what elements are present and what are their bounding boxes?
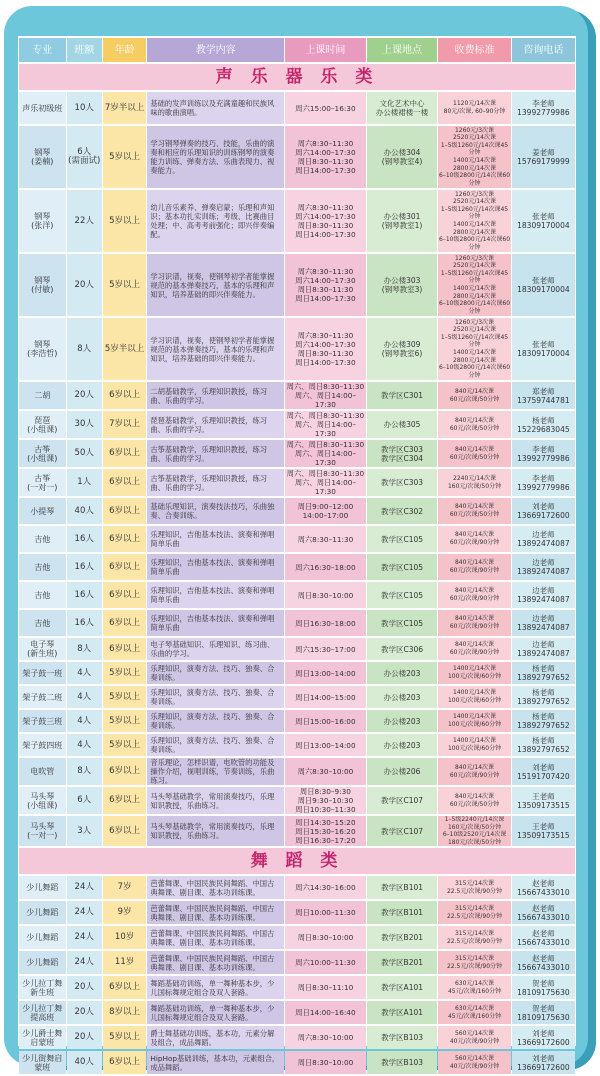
cell-content: 古筝基础教学，乐理知识教授，练习曲、乐曲的学习。 <box>147 469 284 496</box>
table-row <box>19 662 575 684</box>
header-time: 上课时间 <box>285 38 366 62</box>
cell-age: 6岁以上 <box>103 976 147 999</box>
cell-content: 马头琴基础教学，常用演奏技巧，乐理知识教授，乐曲练习。 <box>147 816 284 846</box>
cell-location: 教学区B103 <box>367 1026 437 1049</box>
cell-age: 5岁以上 <box>103 662 147 684</box>
cell-age: 5岁半以上 <box>103 318 147 380</box>
cell-location: 教学区B201 <box>367 951 437 974</box>
cell-major: 吉他 <box>19 582 66 608</box>
cell-phone: 张老师 18309170004 <box>512 254 575 316</box>
header-age: 年龄 <box>103 38 147 62</box>
cell-age: 6岁以上 <box>103 816 147 846</box>
cell-fee: 630元/14次课 45元/次课/160分钟 <box>438 1001 511 1024</box>
cell-fee: 1400元/14次课 100元/次课/60分钟 <box>438 734 511 756</box>
section-title-row <box>19 64 575 90</box>
table-row <box>19 1026 575 1049</box>
cell-fee: 560元/14次课 40元/次课/90分钟 <box>438 1051 511 1074</box>
cell-age: 6岁以上 <box>103 469 147 496</box>
table-row <box>19 758 575 785</box>
cell-fee: 840元/14次课 60元/次课/90分钟 <box>438 526 511 552</box>
header-class-size: 班额 <box>67 38 102 62</box>
cell-phone: 贺老师 18109175630 <box>512 1001 575 1024</box>
cell-age: 6岁以上 <box>103 554 147 580</box>
cell-phone: 刘老师 15191707420 <box>512 758 575 785</box>
cell-location: 办公楼206 <box>367 758 437 785</box>
cell-location: 办公楼305 <box>367 411 437 438</box>
cell-phone: 赵老师 15667433010 <box>512 901 575 924</box>
cell-content: 二胡基础教学，乐理知识教授，练习曲、乐曲的学习。 <box>147 382 284 409</box>
cell-age: 5岁以上 <box>103 734 147 756</box>
cell-age: 6岁以上 <box>103 440 147 467</box>
cell-age: 5岁以上 <box>103 1026 147 1049</box>
cell-class-size: 6人 (需面试) <box>67 126 102 188</box>
cell-time: 周六15:00–16:30 <box>285 92 366 124</box>
cell-fee: 315元/14次课 22.5元/次课/90分钟 <box>438 901 511 924</box>
cell-time: 周日15:00–16:00 <box>285 710 366 732</box>
cell-location: 教学区C306 <box>367 638 437 660</box>
cell-time: 周六8:30–11:30 <box>285 526 366 552</box>
cell-fee: 840元/14次课 60元/次课/90分钟 <box>438 758 511 785</box>
cell-content: 琵琶基础教学，乐理知识教授，练习曲、乐曲的学习。 <box>147 411 284 438</box>
cell-phone: 张老师 18309170004 <box>512 190 575 252</box>
cell-class-size: 22人 <box>67 190 102 252</box>
table-row <box>19 876 575 899</box>
table-row <box>19 610 575 636</box>
cell-content: 马头琴基础教学，常用演奏技巧，乐理知识教授，乐曲练习。 <box>147 787 284 814</box>
cell-time: 周日14:00–15:00 <box>285 686 366 708</box>
cell-content: 学习识谱，视奏，使钢琴初学者能掌握规范的基本弹奏技巧，基本的乐理和声知识，培养基础的即兴伴奏能力。 <box>147 254 284 316</box>
table-row <box>19 1001 575 1024</box>
table-row <box>19 440 575 467</box>
cell-fee: 840元/14次课 60元/次课/50分钟 <box>438 787 511 814</box>
header-phone: 咨询电话 <box>512 38 575 62</box>
cell-fee: 630元/14次课 45元/次课/160分钟 <box>438 976 511 999</box>
cell-class-size: 4人 <box>67 662 102 684</box>
cell-age: 6岁以上 <box>103 582 147 608</box>
cell-major: 声乐初级班 <box>19 92 66 124</box>
cell-content: 乐理知识，演奏方法、技巧、独奏、合奏训练。 <box>147 710 284 732</box>
header-fee: 收费标准 <box>438 38 511 62</box>
table-row <box>19 92 575 124</box>
cell-location: 办公楼203 <box>367 710 437 732</box>
cell-phone: 王老师 13509173515 <box>512 816 575 846</box>
cell-class-size: 20人 <box>67 976 102 999</box>
cell-content: 爵士舞基础功训练，基本功，元素分解及组合，成品舞蹈。 <box>147 1026 284 1049</box>
cell-phone: 李老师 13992779986 <box>512 469 575 496</box>
table-row <box>19 554 575 580</box>
cell-content: 乐理知识，吉他基本技法、演奏和弹唱简单乐曲 <box>147 610 284 636</box>
table-row <box>19 926 575 949</box>
section-title: 声 乐 器 乐 类 <box>19 64 575 90</box>
schedule-card <box>18 36 576 1072</box>
cell-location: 办公楼303 (钢琴教室3) <box>367 254 437 316</box>
cell-class-size: 10人 <box>67 92 102 124</box>
cell-location: 办公楼203 <box>367 734 437 756</box>
cell-time: 周六、周日8:30–11:30 周六、周日14:00–17:30 <box>286 411 365 438</box>
cell-content: 乐理知识，吉他基本技法、演奏和弹唱简单乐曲 <box>147 554 284 580</box>
cell-age: 9岁 <box>103 901 147 924</box>
cell-content: 电子琴基础知识、乐理知识、练习曲、乐曲的学习。 <box>147 638 284 660</box>
cell-phone: 刘老师 13669172600 <box>512 498 575 524</box>
cell-phone: 边老师 13892474087 <box>512 582 575 608</box>
cell-major: 古筝 (小组课) <box>19 440 66 467</box>
cell-time: 周六16:30–18:00 <box>285 554 366 580</box>
cell-class-size: 6人 <box>67 787 102 814</box>
cell-time: 周日10:00–11:30 <box>285 901 366 924</box>
table-row <box>19 686 575 708</box>
cell-time: 周六、周日8:30–11:30 周六、周日14:00–17:30 <box>286 469 365 496</box>
cell-phone: 刘老师 13669172600 <box>512 1026 575 1049</box>
cell-class-size: 20人 <box>67 1001 102 1024</box>
cell-phone: 边老师 13892474087 <box>512 638 575 660</box>
cell-fee: 840元/14次课 60元/次课/90分钟 <box>438 638 511 660</box>
cell-age: 11岁 <box>103 951 147 974</box>
cell-phone: 杨老师 13892797652 <box>512 686 575 708</box>
cell-content: 芭蕾舞课、中国民族民间舞蹈、中国古典舞课、剧目课、基本功训练课。 <box>147 901 284 924</box>
cell-major: 古筝 (一对一) <box>19 469 66 496</box>
cell-content: 基础的发声训练以及充满童趣和民族风味的歌曲演唱。 <box>147 92 284 124</box>
cell-major: 吉他 <box>19 554 66 580</box>
cell-phone: 郑老师 13759744781 <box>512 382 575 409</box>
cell-content: 乐理知识，演奏方法、技巧、独奏、合奏训练。 <box>147 734 284 756</box>
cell-fee: 1400元/14次课 100元/次课/60分钟 <box>438 662 511 684</box>
table-row <box>19 787 575 814</box>
cell-fee: 1–5级2240元/14次课 160元/次课/50分钟 6–10级2520元/14次课 180元/次课/50分钟 <box>438 816 511 846</box>
cell-age: 7岁 <box>103 876 147 899</box>
cell-location: 教学区B201 <box>367 926 437 949</box>
course-table <box>18 36 576 1076</box>
cell-phone: 杨老师 13892797652 <box>512 662 575 684</box>
cell-class-size: 16人 <box>67 610 102 636</box>
cell-content: 基础乐理知识，演奏技法技巧，乐曲独奏、合奏训练。 <box>147 498 284 524</box>
cell-fee: 1260元/3次课 2520元/14次课 1–5级1260元/14次课45分钟 1400元/14次课 2800元/14次课 6–10级2800元/14次课60分钟 <box>439 318 511 379</box>
table-header-row <box>19 38 575 62</box>
cell-phone: 赵老师 15667433010 <box>512 876 575 899</box>
cell-fee: 840元/14次课 60元/次课/50分钟 <box>438 440 511 467</box>
cell-class-size: 8人 <box>67 758 102 785</box>
cell-fee: 315元/14次课 22.5元/次课/90分钟 <box>438 876 511 899</box>
header-location: 上课地点 <box>367 38 437 62</box>
cell-major: 少儿爵士舞启蒙班 <box>19 1026 66 1049</box>
cell-time: 周日9:00–12:00 14:00–17:00 <box>285 498 366 524</box>
section-title-row <box>19 848 575 874</box>
cell-content: 芭蕾舞课、中国民族民间舞蹈、中国古典舞课、剧目课、基本功训练课。 <box>147 951 284 974</box>
cell-location: 教学区A101 <box>367 976 437 999</box>
cell-major: 钢琴 (付敏) <box>19 254 66 316</box>
cell-class-size: 24人 <box>67 951 102 974</box>
table-row <box>19 382 575 409</box>
cell-location: 教学区C105 <box>367 610 437 636</box>
cell-age: 6岁以上 <box>103 638 147 660</box>
cell-location: 教学区B101 <box>367 901 437 924</box>
cell-fee: 840元/14次课 60元/次课/90分钟 <box>438 582 511 608</box>
cell-time: 周日13:00–14:00 <box>285 662 366 684</box>
cell-major: 少儿舞蹈 <box>19 876 66 899</box>
cell-phone: 边老师 13892474087 <box>512 610 575 636</box>
cell-location: 文化艺术中心 办公楼裙楼一楼 <box>367 92 437 124</box>
cell-time: 周日8:30–9:30 周日9:30–10:30 周日10:30–11:30 <box>285 787 366 814</box>
cell-age: 6岁以上 <box>103 610 147 636</box>
cell-class-size: 4人 <box>67 734 102 756</box>
table-row <box>19 526 575 552</box>
cell-time: 周六8:30–11:30 周六14:00–17:30 周日8:30–11:30 周日14:00–17:30 <box>285 190 366 252</box>
table-row <box>19 254 575 316</box>
cell-content: 学习钢琴弹奏的技巧、技能，乐曲的演奏和相应的乐理知识的训练钢琴的演奏能力训练、弹奏方法、乐曲表现力、视奏能力。 <box>147 126 284 188</box>
table-row <box>19 190 575 252</box>
table-row <box>19 126 575 188</box>
cell-major: 电吹管 <box>19 758 66 785</box>
cell-phone: 张老师 18309170004 <box>512 318 575 380</box>
table-row <box>19 582 575 608</box>
cell-location: 教学区B101 <box>367 876 437 899</box>
cell-fee: 1260元/3次课 2520元/14次课 1–5级1260元/14次课45分钟 1400元/14次课 2800元/14次课 6–10级2800元/14次课60分钟 <box>439 254 511 315</box>
cell-content: HipHop基础训练，基本功，元素组合，成品舞蹈。 <box>147 1051 284 1074</box>
cell-time: 周六10:00–11:30 <box>285 951 366 974</box>
cell-major: 架子鼓二班 <box>19 686 66 708</box>
cell-content: 古筝基础教学，乐理知识教授，练习曲、乐曲的学习。 <box>147 440 284 467</box>
cell-fee: 1400元/14次课 100元/次课/60分钟 <box>438 710 511 732</box>
cell-time: 周日8:30–10:00 <box>285 1051 366 1074</box>
cell-time: 周六8:30–11:30 周六14:00–17:30 周日8:30–11:30 周日14:00–17:30 <box>285 318 366 380</box>
cell-major: 架子鼓四班 <box>19 734 66 756</box>
cell-major: 吉他 <box>19 526 66 552</box>
cell-class-size: 40人 <box>67 1051 102 1074</box>
cell-class-size: 8人 <box>67 638 102 660</box>
cell-age: 5岁以上 <box>103 190 147 252</box>
cell-phone: 刘老师 13669172600 <box>512 1051 575 1074</box>
cell-time: 周六8:30–10:00 <box>285 1026 366 1049</box>
cell-time: 周日13:00–14:00 <box>285 734 366 756</box>
cell-time: 周日14:00–16:40 <box>285 1001 366 1024</box>
cell-location: 教学区C302 <box>367 498 437 524</box>
cell-phone: 贺老师 18109175630 <box>512 976 575 999</box>
cell-phone: 赵老师 15667433010 <box>512 951 575 974</box>
cell-time: 周六、周日8:30–11:30 周六、周日14:00–17:30 <box>286 382 365 409</box>
table-row <box>19 318 575 380</box>
cell-major: 少儿街舞启蒙班 <box>19 1051 66 1074</box>
cell-location: 教学区C303 <box>367 469 437 496</box>
cell-major: 架子鼓三班 <box>19 710 66 732</box>
cell-location: 教学区C303 教学区C304 <box>367 440 437 467</box>
cell-time: 周六8:30–11:30 周六14:00–17:30 周日8:30–11:30 周日14:00–17:30 <box>285 254 366 316</box>
cell-class-size: 20人 <box>67 254 102 316</box>
table-row <box>19 901 575 924</box>
cell-fee: 560元/14次课 40元/次课/90分钟 <box>438 1026 511 1049</box>
header-content: 教学内容 <box>147 38 284 62</box>
table-row <box>19 734 575 756</box>
cell-major: 钢琴 (张洋) <box>19 190 66 252</box>
cell-location: 教学区A101 <box>367 1001 437 1024</box>
cell-class-size: 16人 <box>67 582 102 608</box>
cell-major: 钢琴 (李浩哲) <box>19 318 66 380</box>
cell-fee: 840元/14次课 60元/次课/90分钟 <box>438 554 511 580</box>
cell-age: 5岁以上 <box>103 126 147 188</box>
cell-major: 少儿舞蹈 <box>19 926 66 949</box>
cell-class-size: 4人 <box>67 710 102 732</box>
cell-time: 周六15:30–17:00 <box>285 638 366 660</box>
cell-class-size: 16人 <box>67 554 102 580</box>
section-title: 舞 蹈 类 <box>19 848 575 874</box>
cell-content: 乐理知识，吉他基本技法、演奏和弹唱简单乐曲 <box>147 526 284 552</box>
table-row <box>19 638 575 660</box>
cell-major: 少儿舞蹈 <box>19 901 66 924</box>
cell-time: 周六、周日8:30–11:30 周六、周日14:00–17:30 <box>286 440 365 467</box>
cell-age: 5岁以上 <box>103 686 147 708</box>
cell-age: 7岁以上 <box>103 411 147 438</box>
cell-class-size: 3人 <box>67 816 102 846</box>
cell-class-size: 20人 <box>67 1026 102 1049</box>
cell-age: 7岁半以上 <box>103 92 147 124</box>
cell-major: 少儿拉丁舞新生班 <box>19 976 66 999</box>
cell-location: 教学区C301 <box>367 382 437 409</box>
cell-fee: 2240元/14次课 160元/次课/50分钟 <box>438 469 511 496</box>
cell-age: 10岁 <box>103 926 147 949</box>
cell-fee: 840元/14次课 60元/次课/50分钟 <box>438 498 511 524</box>
cell-age: 5岁以上 <box>103 710 147 732</box>
cell-class-size: 20人 <box>67 382 102 409</box>
cell-content: 舞蹈基础功训练，单一舞种基本步，少儿国标舞规定组合及双人套路。 <box>147 1001 284 1024</box>
table-body <box>19 64 575 1074</box>
table-row <box>19 816 575 846</box>
cell-time: 周日8:30–10:00 <box>285 926 366 949</box>
cell-location: 办公楼301 (钢琴教室1) <box>367 190 437 252</box>
cell-phone: 姜老师 15769179999 <box>512 126 575 188</box>
cell-location: 教学区C107 <box>367 816 437 846</box>
cell-time: 周六8:30–10:00 <box>285 758 366 785</box>
cell-age: 6岁以上 <box>103 526 147 552</box>
cell-content: 舞蹈基础功训练，单一舞种基本步，少儿国标舞规定组合及双人套路。 <box>147 976 284 999</box>
cell-time: 周日8:30–10:00 <box>285 582 366 608</box>
table-row <box>19 1051 575 1074</box>
cell-phone: 边老师 13892474087 <box>512 526 575 552</box>
cell-phone: 杨老师 15229683045 <box>512 411 575 438</box>
cell-age: 6岁以上 <box>103 382 147 409</box>
cell-time: 周六14:30–16:00 <box>285 876 366 899</box>
cell-fee: 1260元/3次课 2520元/14次课 1–5级1260元/14次课45分钟 1400元/14次课 2800元/14次课 6–10级2800元/14次课60分钟 <box>439 126 511 187</box>
table-row <box>19 710 575 732</box>
cell-age: 8岁以上 <box>103 1001 147 1024</box>
cell-fee: 1120元/14次课 80元/次课, 60–90分钟 <box>438 92 511 124</box>
cell-content: 幼儿音乐素养、弹奏启蒙；乐理和声知识；基本功扎实训练；考级、比赛曲目处理；中、高考考前强化；即兴伴奏编配。 <box>147 190 284 252</box>
cell-location: 教学区C105 <box>367 582 437 608</box>
cell-major: 电子琴 (新生班) <box>19 638 66 660</box>
cell-major: 少儿拉丁舞提高班 <box>19 1001 66 1024</box>
cell-fee: 315元/14次课 22.5元/次课/90分钟 <box>438 926 511 949</box>
cell-time: 周六8:30–11:30 周六14:00–17:30 周日8:30–11:30 周日14:00–17:30 <box>285 126 366 188</box>
cell-phone: 杨老师 13892797652 <box>512 710 575 732</box>
cell-fee: 1400元/14次课 100元/次课/60分钟 <box>438 686 511 708</box>
cell-fee: 315元/14次课 22.5元/次课/90分钟 <box>438 951 511 974</box>
cell-major: 钢琴 (姜楠) <box>19 126 66 188</box>
cell-location: 办公楼203 <box>367 686 437 708</box>
cell-location: 办公楼203 <box>367 662 437 684</box>
table-row <box>19 469 575 496</box>
cell-content: 芭蕾舞课、中国民族民间舞蹈、中国古典舞课、剧目课、基本功训练课。 <box>147 926 284 949</box>
cell-phone: 边老师 13892474087 <box>512 554 575 580</box>
cell-major: 吉他 <box>19 610 66 636</box>
cell-content: 乐理知识，演奏方法、技巧、独奏、合奏训练。 <box>147 662 284 684</box>
cell-fee: 840元/14次课 60元/次课/90分钟 <box>438 610 511 636</box>
cell-phone: 李老师 13992779986 <box>512 440 575 467</box>
cell-major: 琵琶 (小组课) <box>19 411 66 438</box>
cell-location: 教学区C105 <box>367 526 437 552</box>
cell-fee: 1260元/3次课 2520元/14次课 1–5级1260元/14次课45分钟 1400元/14次课 2800元/14次课 6–10级2800元/14次课60分钟 <box>439 190 511 251</box>
cell-class-size: 16人 <box>67 526 102 552</box>
cell-content: 音乐理论，怎样识谱，电吹管的功能及操作介绍，视唱训练，节奏训练，乐曲练习。 <box>147 758 284 785</box>
cell-age: 5岁以上 <box>103 254 147 316</box>
header-major: 专业 <box>19 38 66 62</box>
cell-phone: 王老师 13509173515 <box>512 787 575 814</box>
cell-age: 6岁以上 <box>103 787 147 814</box>
table-row <box>19 498 575 524</box>
cell-class-size: 4人 <box>67 686 102 708</box>
cell-class-size: 30人 <box>67 411 102 438</box>
cell-class-size: 24人 <box>67 901 102 924</box>
cell-location: 教学区C105 <box>367 554 437 580</box>
cell-time: 周日16:30–18:00 <box>285 610 366 636</box>
cell-major: 少儿舞蹈 <box>19 951 66 974</box>
cell-phone: 李老师 13992779986 <box>512 92 575 124</box>
cell-age: 6岁以上 <box>103 498 147 524</box>
cell-content: 学习识谱，视奏，使钢琴初学者能掌握规范的基本弹奏技巧，基本的乐理和声知识，培养基础的即兴伴奏能力。 <box>147 318 284 380</box>
cell-class-size: 40人 <box>67 498 102 524</box>
table-row <box>19 951 575 974</box>
cell-class-size: 50人 <box>67 440 102 467</box>
cell-phone: 赵老师 15667433010 <box>512 926 575 949</box>
cell-fee: 840元/14次课 60元/次课/50分钟 <box>438 411 511 438</box>
cell-location: 办公楼309 (钢琴教室6) <box>367 318 437 380</box>
table-row <box>19 411 575 438</box>
cell-location: 办公楼304 (钢琴教室4) <box>367 126 437 188</box>
cell-class-size: 24人 <box>67 876 102 899</box>
table-row <box>19 976 575 999</box>
cell-location: 教学区C107 <box>367 787 437 814</box>
cell-phone: 杨老师 13892797652 <box>512 734 575 756</box>
cell-time: 周日14:30–15:20 周日15:30–16:20 周日16:30–17:20 <box>285 816 366 846</box>
cell-major: 马头琴 (小组课) <box>19 787 66 814</box>
cell-class-size: 24人 <box>67 926 102 949</box>
cell-major: 二胡 <box>19 382 66 409</box>
cell-age: 6岁以上 <box>103 1051 147 1074</box>
cell-age: 6岁以上 <box>103 758 147 785</box>
cell-location: 教学区B103 <box>367 1051 437 1074</box>
cell-content: 乐理知识，演奏方法、技巧、独奏、合奏训练。 <box>147 686 284 708</box>
cell-major: 架子鼓一班 <box>19 662 66 684</box>
cell-content: 芭蕾舞课、中国民族民间舞蹈、中国古典舞课、剧目课、基本功训练课。 <box>147 876 284 899</box>
cell-class-size: 1人 <box>67 469 102 496</box>
cell-fee: 840元/14次课 60元/次课/50分钟 <box>438 382 511 409</box>
cell-major: 马头琴 (一对一) <box>19 816 66 846</box>
cell-time: 周日8:30–11:10 <box>285 976 366 999</box>
cell-content: 乐理知识，吉他基本技法、演奏和弹唱简单乐曲 <box>147 582 284 608</box>
cell-major: 小提琴 <box>19 498 66 524</box>
cell-class-size: 8人 <box>67 318 102 380</box>
